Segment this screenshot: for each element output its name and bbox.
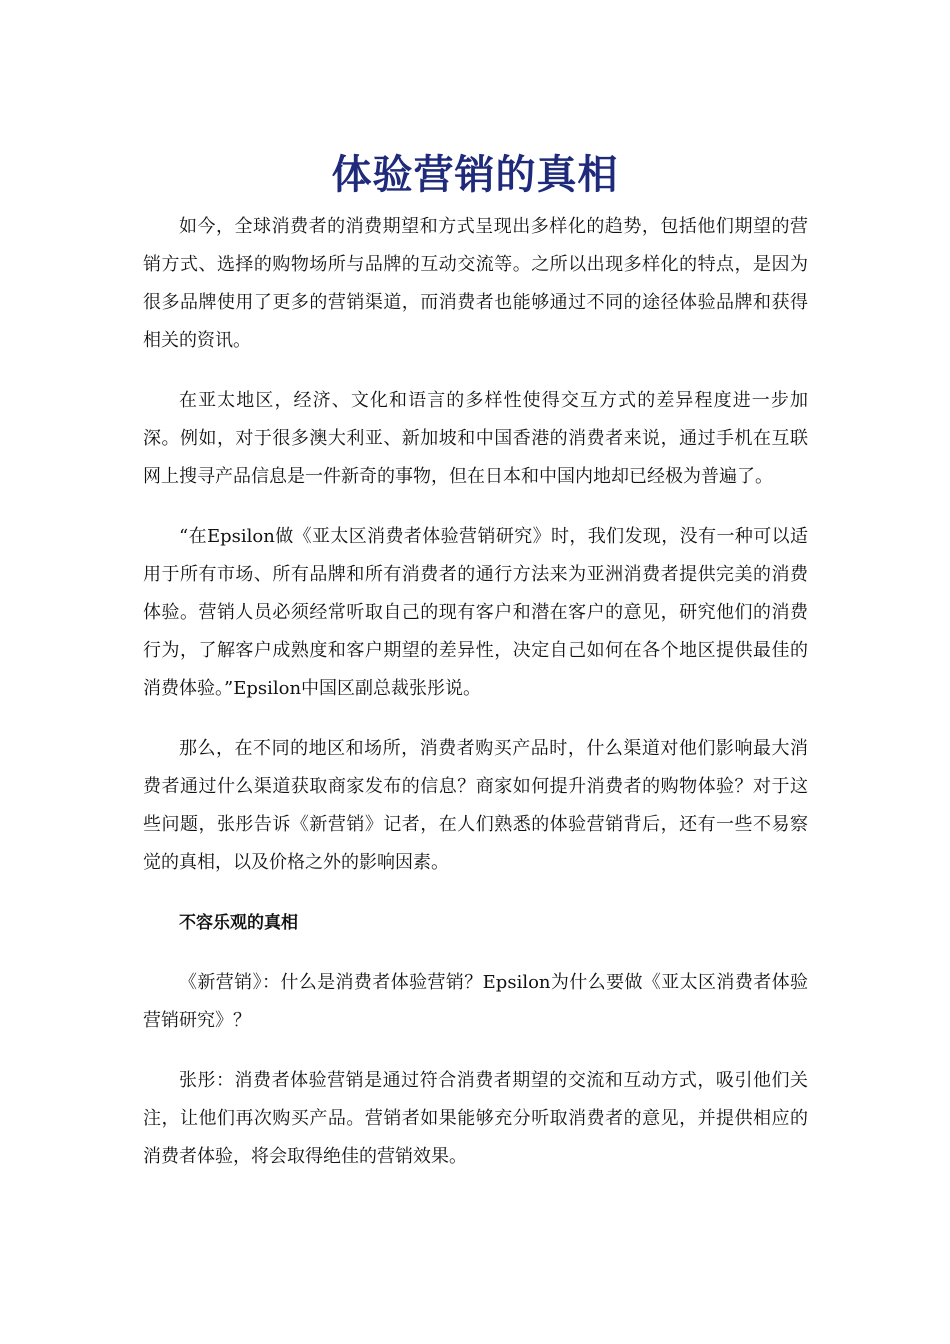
paragraph-intro: 如今，全球消费者的消费期望和方式呈现出多样化的趋势，包括他们期望的营销方式、选择的购物场所与品牌的互动交流等。之所以出现多样化的特点，是因为很多品牌使用了更多的营销渠道，而消费者也能够通过不同的途径体验品牌和获得相关的资讯。 (143, 216, 808, 351)
section-heading: 不容乐观的真相 (179, 913, 298, 933)
paragraph-asia-pacific: 在亚太地区，经济、文化和语言的多样性使得交互方式的差异程度进一步加深。例如，对于很多澳大利亚、新加坡和中国香港的消费者来说，通过手机在互联网上搜寻产品信息是一件新奇的事物，但在日本和中国内地却已经极为普遍了。 (143, 390, 808, 487)
paragraph-quote: “在Epsilon做《亚太区消费者体验营销研究》时，我们发现，没有一种可以适用于所有市场、所有品牌和所有消费者的通行方法来为亚洲消费者提供完美的消费体验。营销人员必须经常听取自己的现有客户和潜在客户的意见，研究他们的消费行为，了解客户成熟度和客户期望的差异性，决定自己如何在各个地区提供最佳的消费体验。”Epsilon中国区副总裁张彤说。 (143, 526, 808, 699)
page-title: 体验营销的真相 (331, 150, 619, 198)
interview-question: 《新营销》：什么是消费者体验营销？Epsilon为什么要做《亚太区消费者体验营销研究》？ (143, 972, 808, 1031)
article-body (143, 208, 808, 1198)
paragraph-questions: 那么，在不同的地区和场所，消费者购买产品时，什么渠道对他们影响最大消费者通过什么渠道获取商家发布的信息？商家如何提升消费者的购物体验？对于这些问题，张彤告诉《新营销》记者，在人们熟悉的体验营销背后，还有一些不易察觉的真相，以及价格之外的影响因素。 (143, 738, 808, 873)
interview-answer: 张彤：消费者体验营销是通过符合消费者期望的交流和互动方式，吸引他们关注，让他们再次购买产品。营销者如果能够充分听取消费者的意见，并提供相应的消费者体验，将会取得绝佳的营销效果。 (143, 1070, 808, 1167)
